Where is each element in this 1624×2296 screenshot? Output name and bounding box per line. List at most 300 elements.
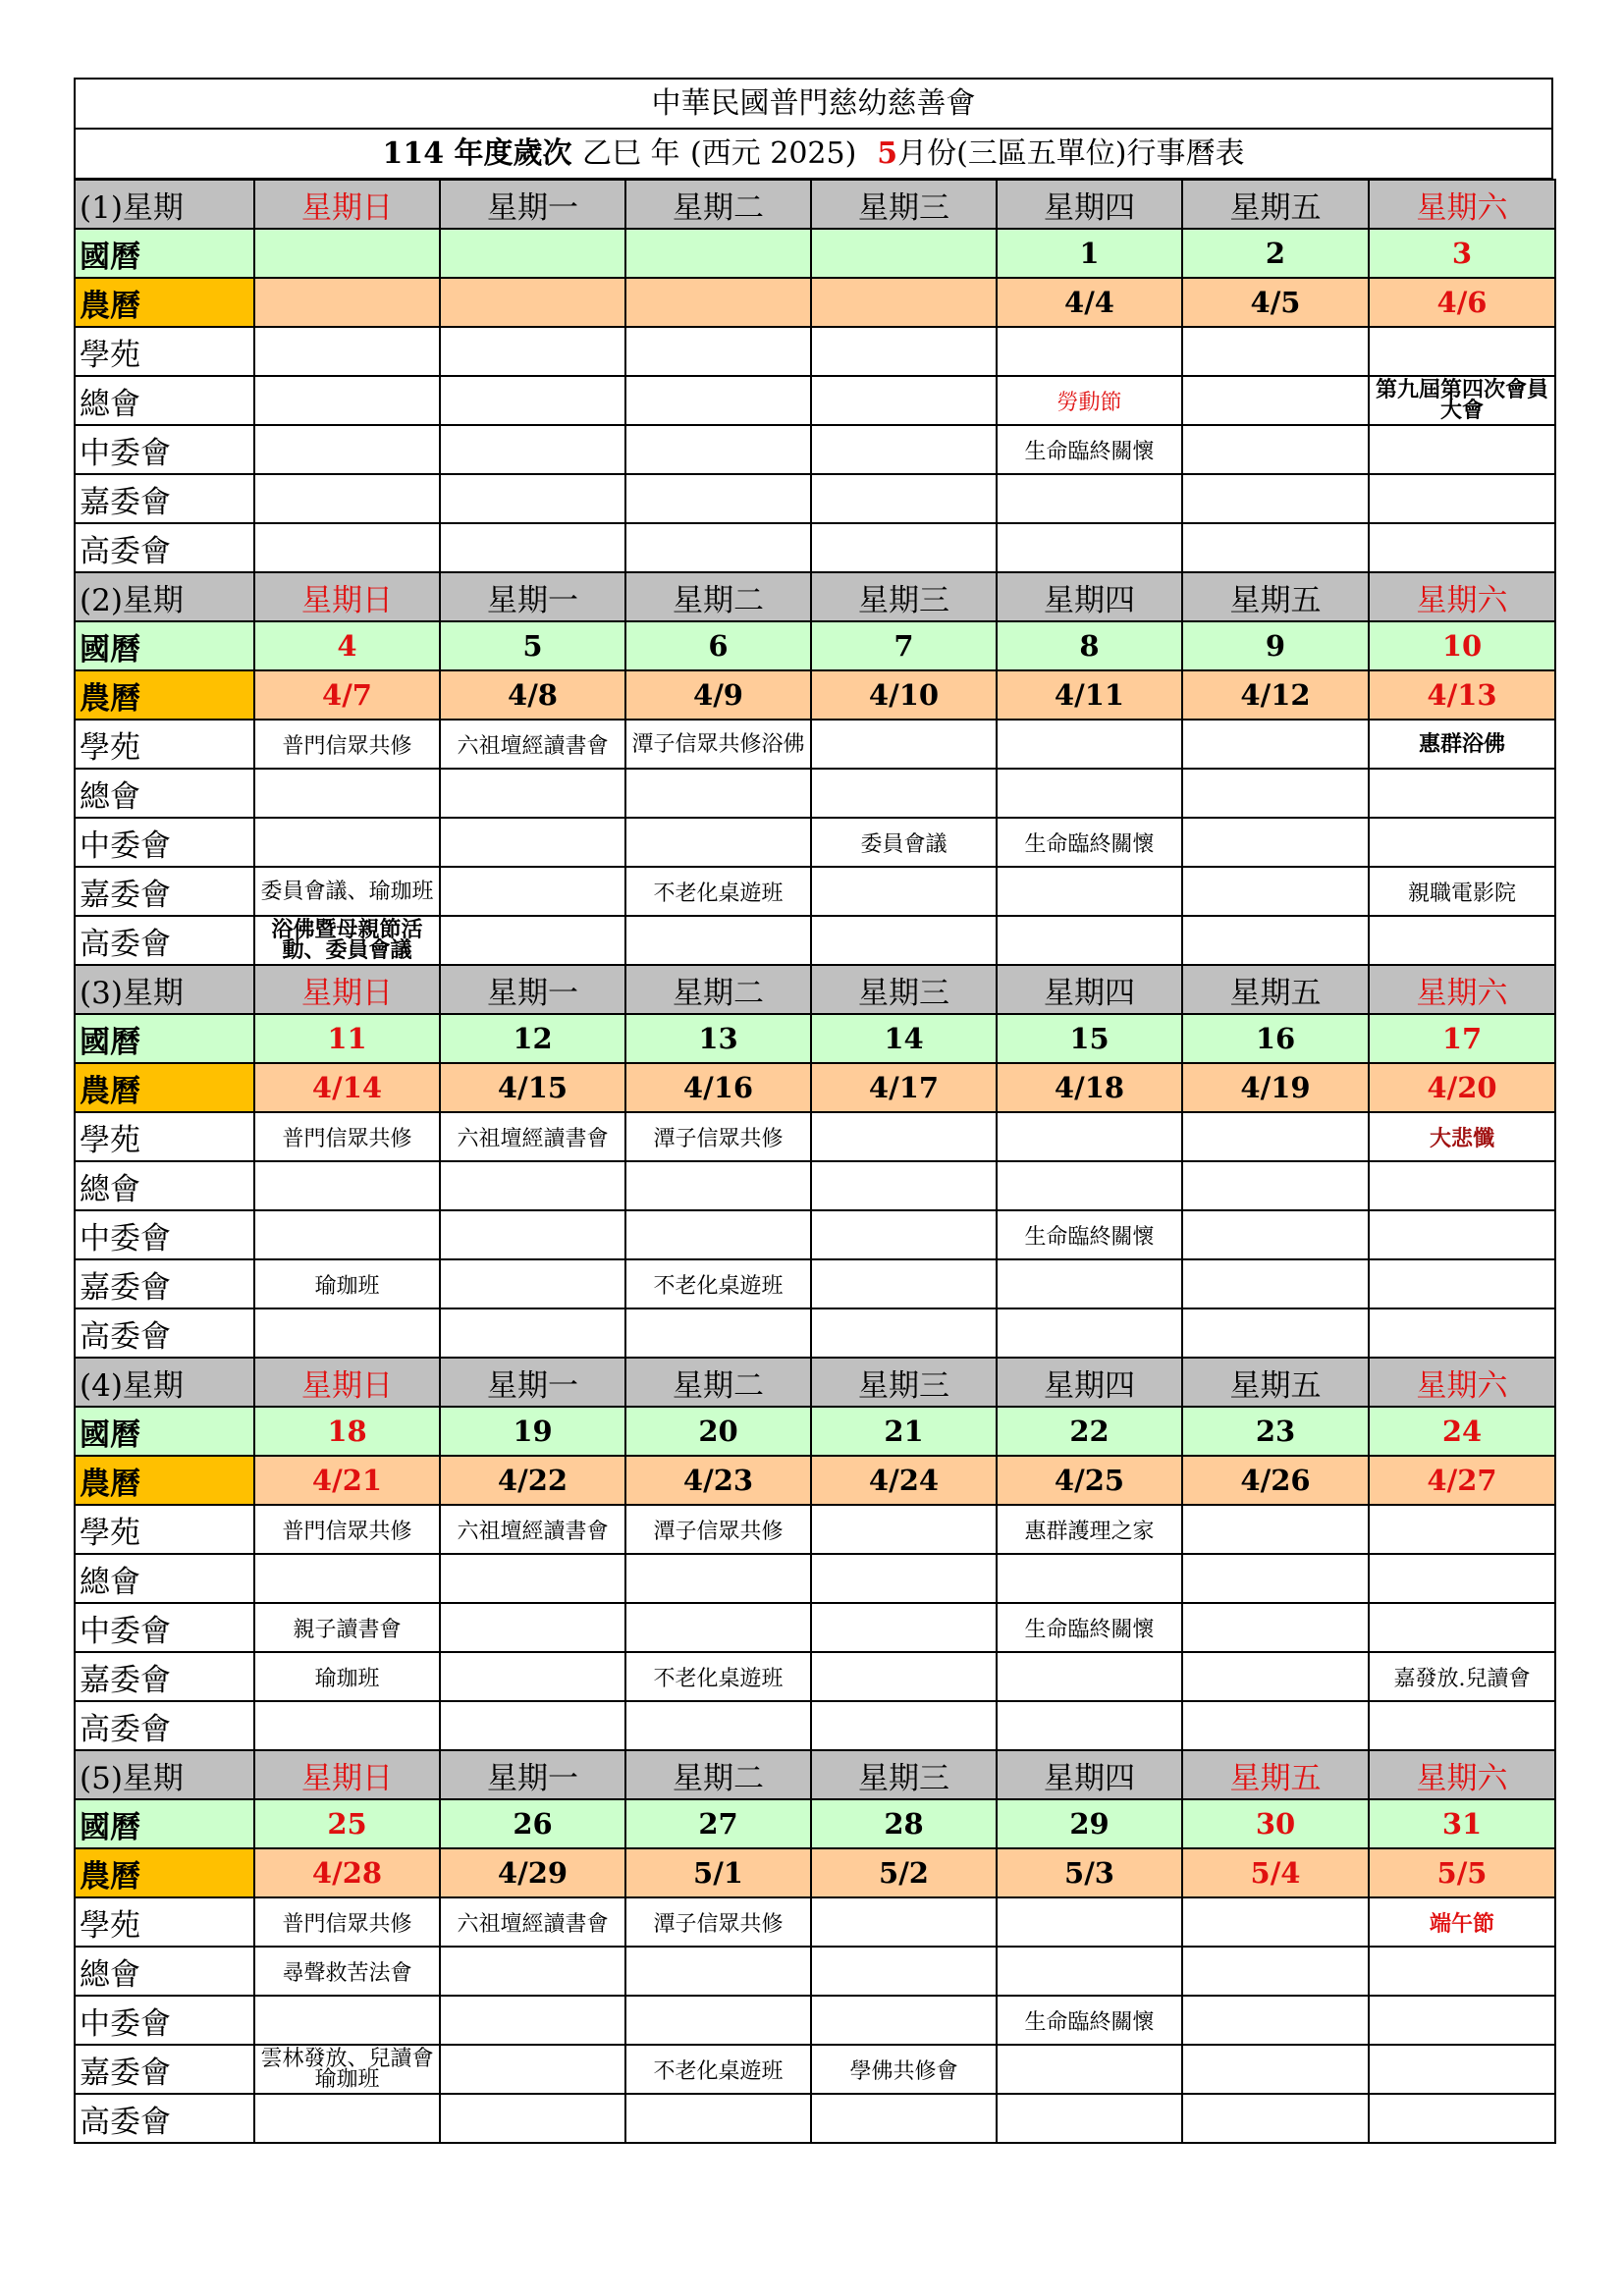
- row-label-academy: 學苑: [75, 1505, 254, 1554]
- event-cell: [811, 1259, 997, 1308]
- week-header-label: (1)星期: [75, 180, 254, 229]
- week-4-general-row: [75, 1554, 1555, 1603]
- week-2-academy-row: [75, 720, 1555, 769]
- row-label-zhong: 中委會: [75, 425, 254, 474]
- lunar-date-cell: 4/21: [254, 1456, 440, 1505]
- solar-date-cell: 24: [1369, 1407, 1555, 1456]
- weekday-header: 星期二: [625, 1750, 811, 1799]
- week-1-zhong-row: [75, 425, 1555, 474]
- week-1-jia-row: [75, 474, 1555, 523]
- event-cell: [1369, 1161, 1555, 1210]
- event-cell: [1182, 769, 1369, 818]
- event-cell: [997, 327, 1182, 376]
- row-label-general: 總會: [75, 1161, 254, 1210]
- lunar-date-cell: [440, 278, 625, 327]
- row-label-academy: 學苑: [75, 1112, 254, 1161]
- event-cell: [1182, 327, 1369, 376]
- solar-date-cell: 29: [997, 1799, 1182, 1848]
- row-label-lunar: 農曆: [75, 1063, 254, 1112]
- solar-date-cell: 11: [254, 1014, 440, 1063]
- event-cell: 學佛共修會: [811, 2045, 997, 2094]
- event-cell: [1182, 1308, 1369, 1358]
- event-cell: [1182, 1701, 1369, 1750]
- event-cell: [811, 720, 997, 769]
- event-cell: 生命臨終關懷: [997, 1210, 1182, 1259]
- event-cell: [1369, 425, 1555, 474]
- event-cell: [625, 1701, 811, 1750]
- event-cell: [440, 818, 625, 867]
- week-4-gao-row: [75, 1701, 1555, 1750]
- week-5-zhong-row: [75, 1996, 1555, 2045]
- event-cell: [811, 1161, 997, 1210]
- row-label-lunar: 農曆: [75, 278, 254, 327]
- event-cell: [811, 1505, 997, 1554]
- event-cell: [254, 327, 440, 376]
- weekday-header: 星期四: [997, 572, 1182, 621]
- event-cell: [625, 1947, 811, 1996]
- week-5-jia-row: [75, 2045, 1555, 2094]
- weekday-header: 星期三: [811, 572, 997, 621]
- event-cell: [254, 474, 440, 523]
- event-cell: [1369, 1996, 1555, 2045]
- event-cell: [1369, 1210, 1555, 1259]
- week-2-jia-row: [75, 867, 1555, 916]
- row-label-solar: 國曆: [75, 1799, 254, 1848]
- solar-date-cell: 28: [811, 1799, 997, 1848]
- event-cell: [811, 474, 997, 523]
- lunar-date-cell: 4/4: [997, 278, 1182, 327]
- lunar-date-cell: 4/16: [625, 1063, 811, 1112]
- event-cell: [1182, 1996, 1369, 2045]
- event-cell: 親子讀書會: [254, 1603, 440, 1652]
- week-4-header-row: [75, 1358, 1555, 1407]
- event-cell: [440, 2094, 625, 2143]
- lunar-date-cell: 4/26: [1182, 1456, 1369, 1505]
- lunar-date-cell: 4/29: [440, 1848, 625, 1897]
- event-cell: [1182, 425, 1369, 474]
- event-cell: [440, 1701, 625, 1750]
- lunar-date-cell: [625, 278, 811, 327]
- weekday-header: 星期二: [625, 180, 811, 229]
- event-cell: [811, 769, 997, 818]
- event-cell: [254, 425, 440, 474]
- row-label-jia: 嘉委會: [75, 1259, 254, 1308]
- event-cell: [1182, 1652, 1369, 1701]
- lunar-date-cell: 4/12: [1182, 670, 1369, 720]
- weekday-header: 星期六: [1369, 965, 1555, 1014]
- solar-date-cell: 10: [1369, 621, 1555, 670]
- lunar-date-cell: [811, 278, 997, 327]
- event-cell: [811, 1652, 997, 1701]
- event-cell: 不老化桌遊班: [625, 1652, 811, 1701]
- event-cell: [811, 1210, 997, 1259]
- event-cell: 潭子信眾共修: [625, 1897, 811, 1947]
- event-cell: [811, 867, 997, 916]
- event-cell: [1369, 523, 1555, 572]
- event-cell: [440, 425, 625, 474]
- lunar-date-cell: 4/19: [1182, 1063, 1369, 1112]
- weekday-header: 星期五: [1182, 1358, 1369, 1407]
- week-5-general-row: [75, 1947, 1555, 1996]
- event-cell: [1369, 1701, 1555, 1750]
- event-cell: 瑜珈班: [254, 1652, 440, 1701]
- event-cell: 嘉發放.兒讀會: [1369, 1652, 1555, 1701]
- row-label-general: 總會: [75, 376, 254, 425]
- week-1-solar-row: [75, 229, 1555, 278]
- week-2-solar-row: [75, 621, 1555, 670]
- lunar-date-cell: 4/5: [1182, 278, 1369, 327]
- event-cell: [1369, 818, 1555, 867]
- weekday-header: 星期日: [254, 572, 440, 621]
- solar-date-cell: 30: [1182, 1799, 1369, 1848]
- event-cell: [811, 327, 997, 376]
- event-cell: 生命臨終關懷: [997, 1996, 1182, 2045]
- event-cell: [625, 2094, 811, 2143]
- event-cell: [625, 474, 811, 523]
- event-cell: [254, 523, 440, 572]
- week-3-academy-row: [75, 1112, 1555, 1161]
- event-cell: 親職電影院: [1369, 867, 1555, 916]
- solar-date-cell: 13: [625, 1014, 811, 1063]
- event-cell: [625, 327, 811, 376]
- event-cell: 生命臨終關懷: [997, 818, 1182, 867]
- week-3-gao-row: [75, 1308, 1555, 1358]
- event-cell: [1369, 2045, 1555, 2094]
- event-cell: [1182, 867, 1369, 916]
- event-cell: [811, 1112, 997, 1161]
- weekday-header: 星期五: [1182, 965, 1369, 1014]
- solar-date-cell: 7: [811, 621, 997, 670]
- event-cell: [254, 376, 440, 425]
- event-cell: 惠群浴佛: [1369, 720, 1555, 769]
- event-cell: [625, 1603, 811, 1652]
- event-cell: [254, 769, 440, 818]
- week-5-gao-row: [75, 2094, 1555, 2143]
- week-4-lunar-row: [75, 1456, 1555, 1505]
- week-1-lunar-row: [75, 278, 1555, 327]
- row-label-academy: 學苑: [75, 327, 254, 376]
- event-cell: 不老化桌遊班: [625, 2045, 811, 2094]
- event-cell: [440, 1308, 625, 1358]
- event-cell: [811, 916, 997, 965]
- row-label-general: 總會: [75, 769, 254, 818]
- weekday-header: 星期五: [1182, 1750, 1369, 1799]
- row-label-solar: 國曆: [75, 1407, 254, 1456]
- weekday-header: 星期二: [625, 965, 811, 1014]
- week-2-lunar-row: [75, 670, 1555, 720]
- weekday-header: 星期二: [625, 572, 811, 621]
- row-label-zhong: 中委會: [75, 1210, 254, 1259]
- solar-date-cell: 21: [811, 1407, 997, 1456]
- weekday-header: 星期六: [1369, 180, 1555, 229]
- subtitle-year: 114 年度歲次: [382, 136, 572, 171]
- event-cell: [811, 376, 997, 425]
- event-cell: [254, 1554, 440, 1603]
- solar-date-cell: 4: [254, 621, 440, 670]
- solar-date-cell: 1: [997, 229, 1182, 278]
- event-cell: [1369, 769, 1555, 818]
- week-3-general-row: [75, 1161, 1555, 1210]
- event-cell: [1182, 1161, 1369, 1210]
- row-label-lunar: 農曆: [75, 1848, 254, 1897]
- row-label-lunar: 農曆: [75, 1456, 254, 1505]
- event-cell: 六祖壇經讀書會: [440, 1897, 625, 1947]
- week-1-general-row: [75, 376, 1555, 425]
- event-cell: 普門信眾共修: [254, 1505, 440, 1554]
- row-label-academy: 學苑: [75, 1897, 254, 1947]
- event-cell: [1182, 1897, 1369, 1947]
- row-label-gao: 高委會: [75, 916, 254, 965]
- lunar-date-cell: [254, 278, 440, 327]
- event-cell: 浴佛暨母親節活動、委員會議: [254, 916, 440, 965]
- calendar-table: [74, 179, 1556, 2144]
- event-cell: 六祖壇經讀書會: [440, 1112, 625, 1161]
- weekday-header: 星期五: [1182, 180, 1369, 229]
- event-cell: [440, 1652, 625, 1701]
- event-cell: [997, 916, 1182, 965]
- event-cell: [625, 916, 811, 965]
- lunar-date-cell: 4/17: [811, 1063, 997, 1112]
- event-cell: [997, 474, 1182, 523]
- event-cell: 惠群護理之家: [997, 1505, 1182, 1554]
- weekday-header: 星期四: [997, 1358, 1182, 1407]
- solar-date-cell: 19: [440, 1407, 625, 1456]
- event-cell: 大悲懺: [1369, 1112, 1555, 1161]
- event-cell: [811, 2094, 997, 2143]
- lunar-date-cell: 4/20: [1369, 1063, 1555, 1112]
- event-cell: [1369, 916, 1555, 965]
- week-5-academy-row: [75, 1897, 1555, 1947]
- week-5-solar-row: [75, 1799, 1555, 1848]
- weekday-header: 星期六: [1369, 1750, 1555, 1799]
- event-cell: [1369, 1259, 1555, 1308]
- week-3-lunar-row: [75, 1063, 1555, 1112]
- week-5-header-row: [75, 1750, 1555, 1799]
- weekday-header: 星期二: [625, 1358, 811, 1407]
- event-cell: [997, 1897, 1182, 1947]
- event-cell: [997, 769, 1182, 818]
- weekday-header: 星期四: [997, 965, 1182, 1014]
- event-cell: [1182, 1505, 1369, 1554]
- weekday-header: 星期日: [254, 1750, 440, 1799]
- lunar-date-cell: 4/22: [440, 1456, 625, 1505]
- event-cell: [1369, 2094, 1555, 2143]
- week-1-gao-row: [75, 523, 1555, 572]
- lunar-date-cell: 4/14: [254, 1063, 440, 1112]
- lunar-date-cell: 4/9: [625, 670, 811, 720]
- lunar-date-cell: 4/15: [440, 1063, 625, 1112]
- week-header-label: (4)星期: [75, 1358, 254, 1407]
- event-cell: 瑜珈班: [254, 1259, 440, 1308]
- event-cell: [811, 1308, 997, 1358]
- event-cell: 生命臨終關懷: [997, 1603, 1182, 1652]
- event-cell: [811, 1996, 997, 2045]
- event-cell: [625, 1554, 811, 1603]
- event-cell: 尋聲救苦法會: [254, 1947, 440, 1996]
- solar-date-cell: 2: [1182, 229, 1369, 278]
- week-3-solar-row: [75, 1014, 1555, 1063]
- event-cell: [997, 523, 1182, 572]
- lunar-date-cell: 4/8: [440, 670, 625, 720]
- weekday-header: 星期日: [254, 1358, 440, 1407]
- event-cell: [1182, 2094, 1369, 2143]
- week-1-header-row: [75, 180, 1555, 229]
- event-cell: [1182, 916, 1369, 965]
- solar-date-cell: [440, 229, 625, 278]
- event-cell: [440, 376, 625, 425]
- row-label-solar: 國曆: [75, 621, 254, 670]
- event-cell: [811, 1897, 997, 1947]
- event-cell: [254, 1308, 440, 1358]
- event-cell: [1369, 474, 1555, 523]
- weekday-header: 星期日: [254, 965, 440, 1014]
- event-cell: [1182, 1603, 1369, 1652]
- event-cell: [1369, 327, 1555, 376]
- event-cell: 生命臨終關懷: [997, 425, 1182, 474]
- week-2-general-row: [75, 769, 1555, 818]
- event-cell: [440, 474, 625, 523]
- weekday-header: 星期三: [811, 1358, 997, 1407]
- event-cell: [440, 1996, 625, 2045]
- event-cell: [625, 376, 811, 425]
- weekday-header: 星期六: [1369, 1358, 1555, 1407]
- event-cell: [997, 1701, 1182, 1750]
- row-label-gao: 高委會: [75, 523, 254, 572]
- event-cell: [1369, 1505, 1555, 1554]
- event-cell: [254, 1161, 440, 1210]
- event-cell: 委員會議: [811, 818, 997, 867]
- lunar-date-cell: 4/28: [254, 1848, 440, 1897]
- week-header-label: (2)星期: [75, 572, 254, 621]
- weekday-header: 星期三: [811, 965, 997, 1014]
- solar-date-cell: 16: [1182, 1014, 1369, 1063]
- solar-date-cell: 8: [997, 621, 1182, 670]
- week-3-zhong-row: [75, 1210, 1555, 1259]
- event-cell: [997, 2045, 1182, 2094]
- event-cell: [811, 523, 997, 572]
- event-cell: [625, 769, 811, 818]
- event-cell: [1182, 818, 1369, 867]
- event-cell: [997, 1112, 1182, 1161]
- solar-date-cell: 6: [625, 621, 811, 670]
- event-cell: [997, 1259, 1182, 1308]
- weekday-header: 星期四: [997, 180, 1182, 229]
- solar-date-cell: 23: [1182, 1407, 1369, 1456]
- event-cell: [440, 1947, 625, 1996]
- subtitle-month: 5: [877, 136, 898, 171]
- event-cell: 第九屆第四次會員大會: [1369, 376, 1555, 425]
- event-cell: 潭子信眾共修浴佛: [625, 720, 811, 769]
- event-cell: [1182, 1112, 1369, 1161]
- event-cell: [254, 818, 440, 867]
- lunar-date-cell: 4/6: [1369, 278, 1555, 327]
- document-title: 中華民國普門慈幼慈善會: [74, 78, 1553, 130]
- event-cell: 雲林發放、兒讀會瑜珈班: [254, 2045, 440, 2094]
- event-cell: [440, 1210, 625, 1259]
- row-label-general: 總會: [75, 1947, 254, 1996]
- week-4-academy-row: [75, 1505, 1555, 1554]
- week-4-solar-row: [75, 1407, 1555, 1456]
- weekday-header: 星期三: [811, 1750, 997, 1799]
- event-cell: [254, 2094, 440, 2143]
- lunar-date-cell: 4/27: [1369, 1456, 1555, 1505]
- solar-date-cell: 12: [440, 1014, 625, 1063]
- event-cell: 勞動節: [997, 376, 1182, 425]
- solar-date-cell: 17: [1369, 1014, 1555, 1063]
- event-cell: [440, 1259, 625, 1308]
- event-cell: [254, 1701, 440, 1750]
- weekday-header: 星期一: [440, 572, 625, 621]
- event-cell: [811, 1701, 997, 1750]
- event-cell: [811, 1947, 997, 1996]
- event-cell: [440, 1603, 625, 1652]
- event-cell: 潭子信眾共修: [625, 1112, 811, 1161]
- solar-date-cell: [811, 229, 997, 278]
- lunar-date-cell: 5/1: [625, 1848, 811, 1897]
- event-cell: [1369, 1603, 1555, 1652]
- event-cell: [1182, 720, 1369, 769]
- weekday-header: 星期五: [1182, 572, 1369, 621]
- row-label-jia: 嘉委會: [75, 867, 254, 916]
- solar-date-cell: 26: [440, 1799, 625, 1848]
- event-cell: [1182, 2045, 1369, 2094]
- event-cell: [997, 1652, 1182, 1701]
- row-label-general: 總會: [75, 1554, 254, 1603]
- lunar-date-cell: 4/18: [997, 1063, 1182, 1112]
- event-cell: 不老化桌遊班: [625, 867, 811, 916]
- row-label-solar: 國曆: [75, 229, 254, 278]
- weekday-header: 星期三: [811, 180, 997, 229]
- event-cell: [1182, 474, 1369, 523]
- week-5-lunar-row: [75, 1848, 1555, 1897]
- solar-date-cell: 9: [1182, 621, 1369, 670]
- row-label-gao: 高委會: [75, 2094, 254, 2143]
- event-cell: [625, 425, 811, 474]
- event-cell: 不老化桌遊班: [625, 1259, 811, 1308]
- event-cell: [440, 1161, 625, 1210]
- week-4-jia-row: [75, 1652, 1555, 1701]
- lunar-date-cell: 4/11: [997, 670, 1182, 720]
- lunar-date-cell: 4/13: [1369, 670, 1555, 720]
- event-cell: [811, 1554, 997, 1603]
- solar-date-cell: 25: [254, 1799, 440, 1848]
- solar-date-cell: 14: [811, 1014, 997, 1063]
- subtitle-ganzhi: 乙巳 年: [582, 136, 680, 171]
- lunar-date-cell: 4/23: [625, 1456, 811, 1505]
- solar-date-cell: 31: [1369, 1799, 1555, 1848]
- event-cell: [1182, 1259, 1369, 1308]
- row-label-gao: 高委會: [75, 1308, 254, 1358]
- event-cell: [811, 1603, 997, 1652]
- event-cell: [625, 1996, 811, 2045]
- solar-date-cell: 5: [440, 621, 625, 670]
- week-2-gao-row: [75, 916, 1555, 965]
- weekday-header: 星期一: [440, 1358, 625, 1407]
- week-header-label: (5)星期: [75, 1750, 254, 1799]
- event-cell: [625, 1308, 811, 1358]
- event-cell: [1182, 376, 1369, 425]
- row-label-jia: 嘉委會: [75, 474, 254, 523]
- solar-date-cell: [254, 229, 440, 278]
- event-cell: [1182, 523, 1369, 572]
- event-cell: [625, 523, 811, 572]
- weekday-header: 星期一: [440, 180, 625, 229]
- event-cell: 普門信眾共修: [254, 1897, 440, 1947]
- event-cell: 普門信眾共修: [254, 720, 440, 769]
- weekday-header: 星期六: [1369, 572, 1555, 621]
- week-2-zhong-row: [75, 818, 1555, 867]
- subtitle-rest: 月份(三區五單位)行事曆表: [897, 136, 1245, 171]
